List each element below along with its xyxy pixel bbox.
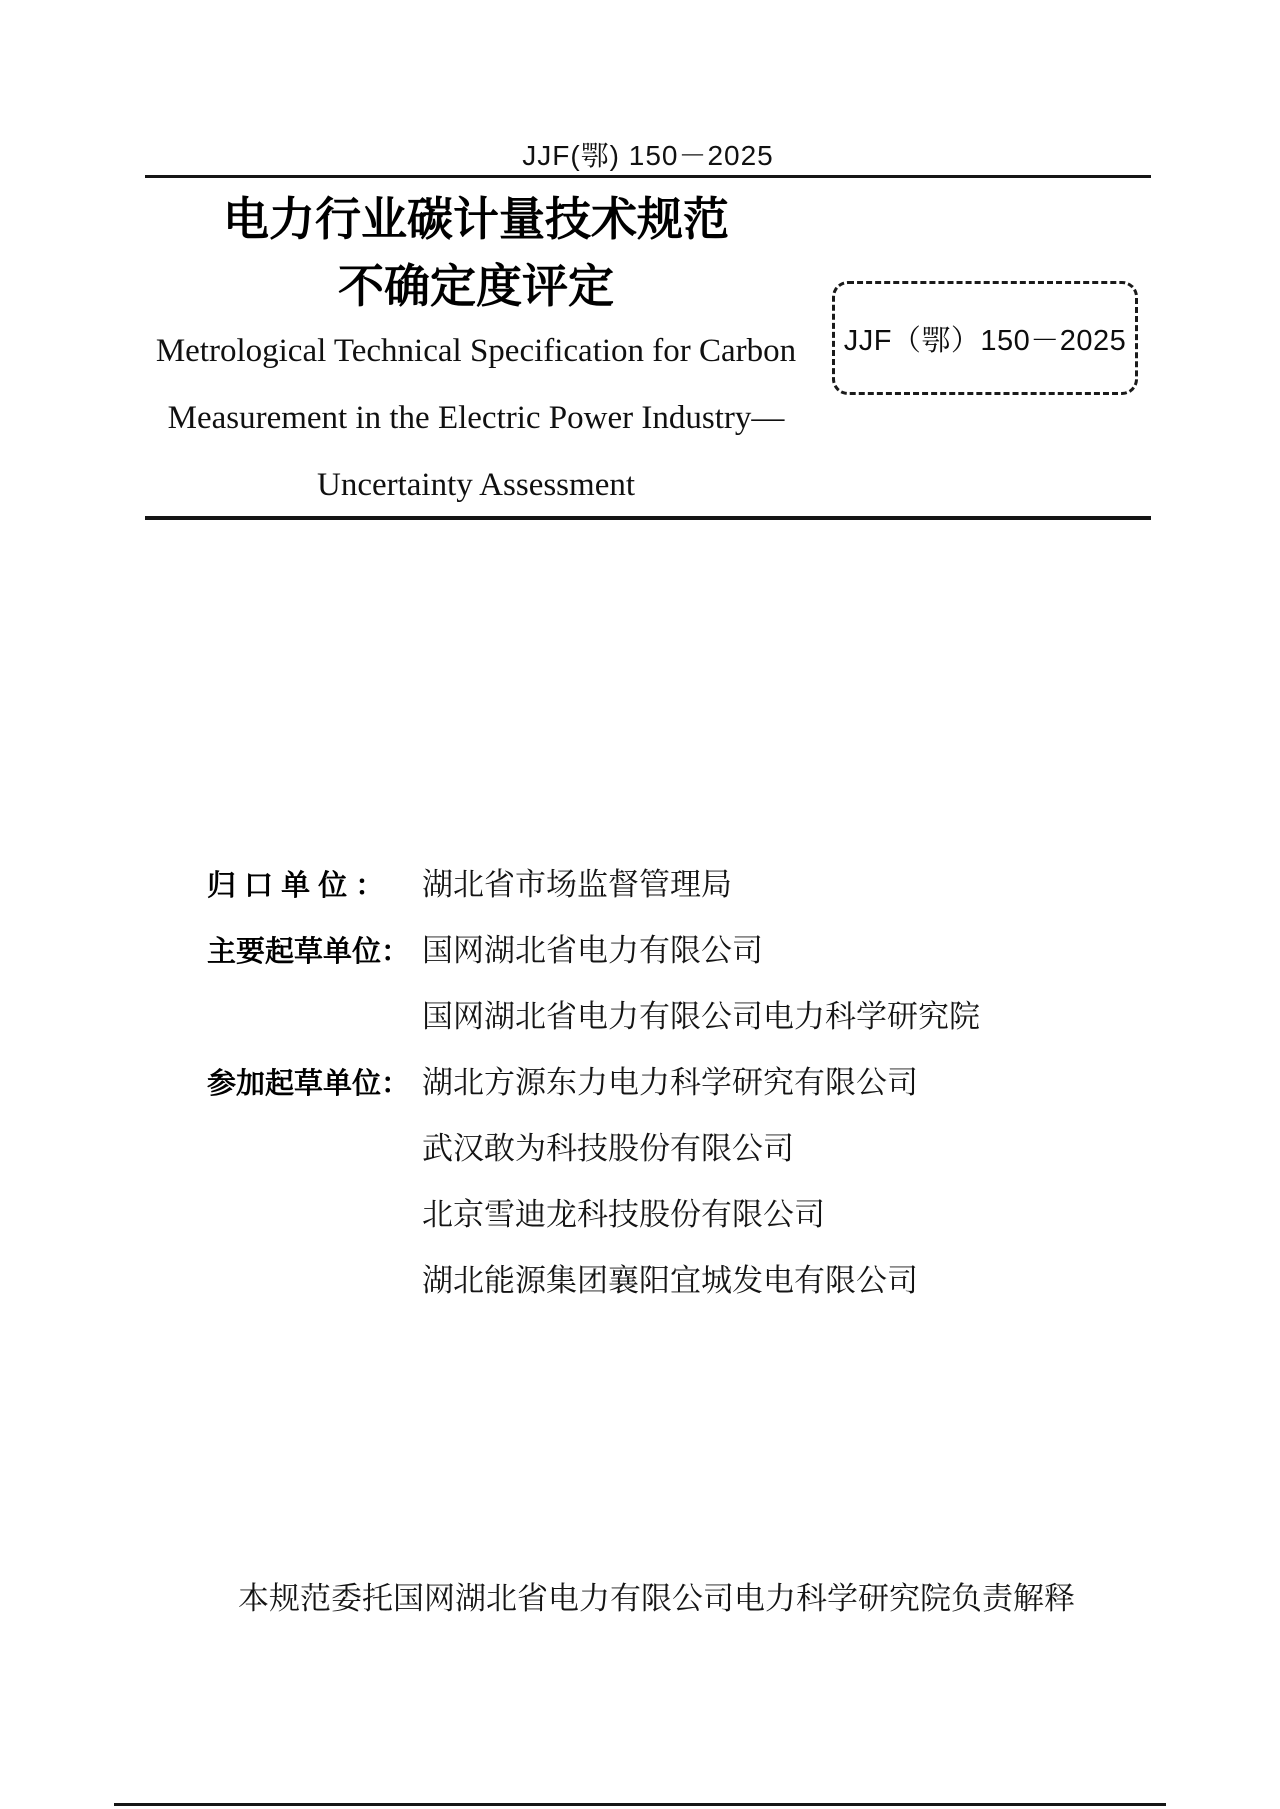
unit-row-value: 北京雪迪龙科技股份有限公司 — [422, 1197, 825, 1232]
unit-row-label: 归 口 单 位 ： — [207, 870, 385, 902]
unit-row — [207, 1248, 980, 1314]
standard-code-badge-text: JJF（鄂）150－2025 — [843, 324, 1127, 357]
unit-row-value: 武汉敢为科技股份有限公司 — [422, 1131, 794, 1166]
unit-row — [207, 852, 980, 918]
unit-row — [207, 984, 980, 1050]
unit-row — [207, 1116, 980, 1182]
title-en-line3: Uncertainty Assessment — [316, 467, 636, 503]
title-en-line1: Metrological Technical Specification for Carbon — [155, 333, 797, 369]
responsibility-note: 本规范委托国网湖北省电力有限公司电力科学研究院负责解释 — [238, 1581, 1075, 1616]
title-zh-line2: 不确定度评定 — [338, 260, 614, 312]
unit-row-value: 国网湖北省电力有限公司 — [422, 933, 763, 968]
top-rule — [145, 175, 1151, 178]
unit-row — [207, 918, 980, 984]
standard-code-badge — [832, 281, 1138, 395]
unit-row — [207, 1050, 980, 1116]
unit-row-value: 国网湖北省电力有限公司电力科学研究院 — [422, 999, 980, 1034]
unit-row — [207, 1182, 980, 1248]
title-en-line2: Measurement in the Electric Power Industry— — [167, 400, 785, 436]
unit-row-label: 参加起草单位： — [207, 1068, 411, 1100]
middle-rule — [145, 516, 1151, 520]
unit-row-label: 主要起草单位： — [207, 936, 411, 968]
drafting-units-section — [207, 852, 980, 1314]
header-standard-code: JJF(鄂) 150－2025 — [522, 140, 774, 171]
title-zh-line1: 电力行业碳计量技术规范 — [223, 193, 729, 245]
unit-row-value: 湖北能源集团襄阳宜城发电有限公司 — [422, 1263, 918, 1298]
unit-row-value: 湖北方源东力电力科学研究有限公司 — [422, 1065, 918, 1100]
unit-row-value: 湖北省市场监督管理局 — [422, 867, 732, 902]
bottom-rule — [114, 1803, 1166, 1806]
